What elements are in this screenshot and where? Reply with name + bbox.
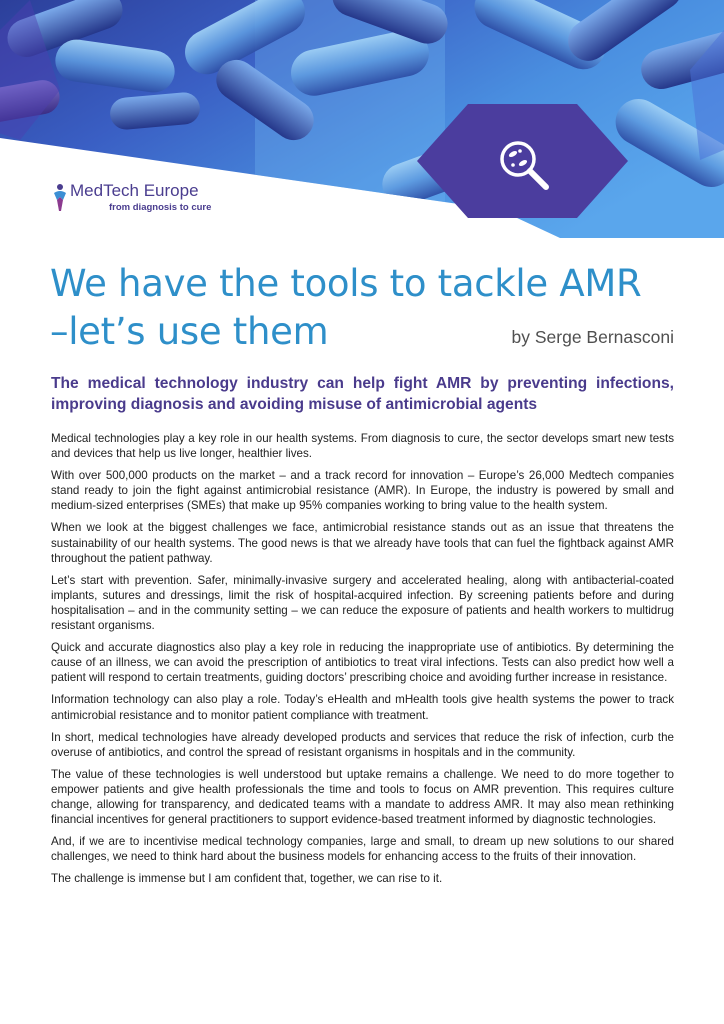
paragraph: The challenge is immense but I am confident that, together, we can rise to it. [51,872,443,886]
paragraph: In short, medical technologies have already developed products and services that reduce the risk of infection, curb the overuse of antibiotics, and control the spread of resistant organisms in hospitals and in the community. [51,730,674,759]
paragraph: Medical technologies play a key role in our health systems. From diagnosis to cure, the sector develops smart new tests and devices that help us live longer, healthier lives. [51,432,674,461]
logo-figure-icon [52,183,68,213]
paragraph: The value of these technologies is well understood but uptake remains a challenge. We need to do more together to empower patients and give health professionals the time and tools to focus on AMR prevention. This requires culture change, allowing for transparency, and dedicated teams with a mandate to address AMR. It may also mean rethinking financial incentives for general practitioners to support evidence-based treatment informed by diagnostic technologies. [51,767,674,827]
title-line-2: –let’s use them [50,310,329,353]
article-body [51,431,674,893]
paragraph: Information technology can also play a role. Today’s eHealth and mHealth tools give health systems the power to track antimicrobial resistance and to monitor patient compliance with treatment. [51,693,674,722]
brand-tagline: from diagnosis to cure [109,202,212,213]
paragraph: Quick and accurate diagnostics also play a key role in reducing the inappropriate use of antibiotics. By determining the cause of an illness, we can avoid the prescription of antibiotics to treat viral infections. Tests can also predict how well a patient will respond to certain treatments, guiding doctors’ prescribing choice and avoiding further increase in resistance. [51,641,674,685]
author-byline: by Serge Bernasconi [511,327,674,347]
article-subtitle: The medical technology industry can help fight AMR by preventing infections, improving diagnosis and avoiding misuse of antimicrobial agents [51,375,674,413]
paragraph: With over 500,000 products on the market – and a track record for innovation – Europe’s 26,000 Medtech companies stand ready to join the fight against antimicrobial resistance (AMR). In Europe, the industry is powered by small and medium-sized enterprises (SMEs) that make up 95% companies working to bring value to the health system. [51,469,674,513]
paragraph: And, if we are to incentivise medical technology companies, large and small, to dream up new solutions to our shared challenges, we need to think hard about the business models for enhancing access to the fruits of their innovation. [51,835,674,864]
title-line-1: We have the tools to tackle AMR [50,262,642,305]
brand-name: MedTech Europe [70,181,199,200]
paragraph: Let’s start with prevention. Safer, minimally-invasive surgery and accelerated healing, along with antibacterial-coated implants, sutures and dressings, limit the risk of hospital-acquired infection. By screening patients before and during hospitalisation – and in the community setting – we can reduce the exposure of patients and health workers to multidrug resistant organisms. [51,573,674,633]
paragraph: When we look at the biggest challenges we face, antimicrobial resistance stands out as an issue that threatens the sustainability of our health systems. The good news is that we already have tools that can fuel the fightback against AMR throughout the patient pathway. [51,521,674,565]
